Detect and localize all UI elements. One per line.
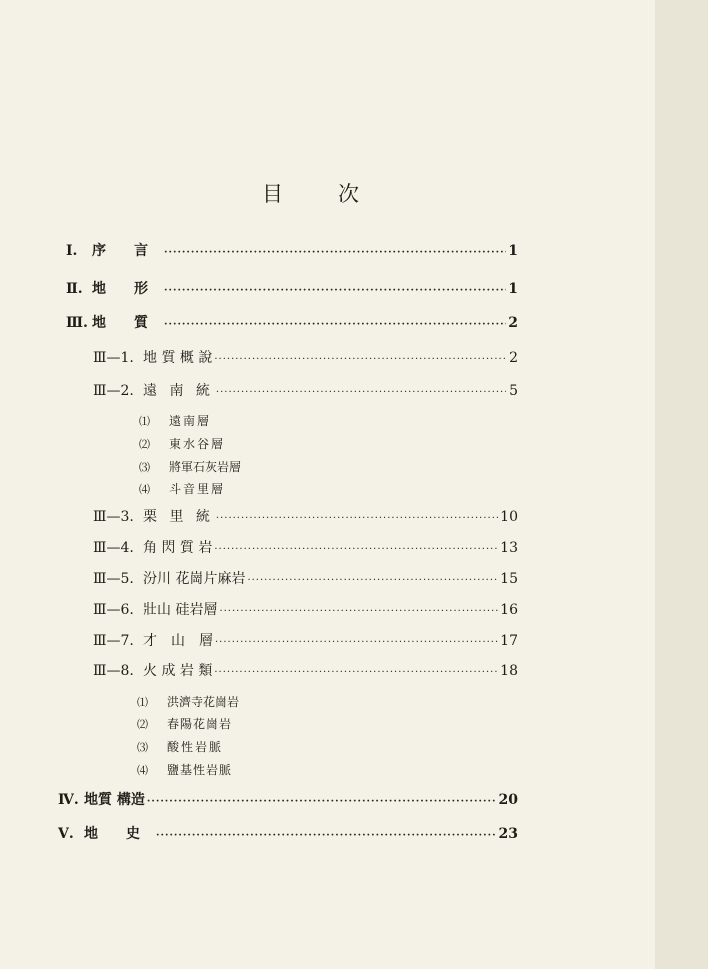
toc-section-1[interactable]	[93, 348, 518, 368]
section-label: 才 山 層	[143, 633, 213, 649]
leader-dots	[216, 509, 498, 529]
page-number: 15	[500, 571, 518, 587]
leader-dots	[215, 633, 498, 653]
section-label: 火 成 岩 類	[143, 663, 213, 679]
page-number: 1	[508, 281, 518, 297]
subsection-number: ⑴	[137, 696, 148, 709]
page-edge	[655, 0, 708, 969]
subsection-number: ⑷	[139, 483, 150, 496]
subsection-label: 東水谷層	[169, 437, 226, 451]
chapter-number: Ⅴ.	[58, 826, 74, 842]
subsection-label: 酸性岩脈	[167, 740, 224, 754]
leader-dots	[214, 350, 506, 370]
toc-section-4[interactable]	[93, 538, 518, 558]
subsection-label: 遠南層	[169, 414, 212, 428]
leader-dots	[214, 663, 498, 683]
toc-subsection[interactable]	[137, 715, 232, 733]
leader-dots	[164, 315, 506, 335]
subsection-number: ⑶	[137, 741, 148, 754]
chapter-label: 地 形	[92, 281, 148, 297]
subsection-label: 斗音里層	[169, 482, 226, 496]
subsection-number: ⑴	[139, 415, 150, 428]
toc-section-3[interactable]	[93, 507, 518, 527]
leader-dots	[219, 602, 498, 622]
leader-dots	[216, 383, 506, 403]
toc-title	[0, 178, 655, 208]
toc-chapter-4[interactable]	[58, 790, 518, 810]
section-label: 地 質 概 說	[143, 350, 213, 366]
section-number: Ⅲ—8.	[93, 663, 134, 679]
toc-subsection[interactable]	[139, 458, 241, 476]
subsection-label: 春陽花崗岩	[167, 717, 233, 731]
toc-chapter-3[interactable]	[66, 313, 518, 333]
subsection-number: ⑵	[139, 438, 150, 451]
toc-section-5[interactable]	[93, 569, 518, 589]
section-number: Ⅲ—2.	[93, 383, 134, 399]
leader-dots	[147, 792, 497, 812]
chapter-label: 地 質	[92, 315, 148, 331]
subsection-number: ⑵	[137, 718, 148, 731]
section-label: 栗 里 統	[143, 509, 214, 525]
chapter-label: 序 言	[92, 243, 148, 259]
page-number: 16	[500, 602, 518, 618]
toc-chapter-5[interactable]	[58, 824, 518, 844]
toc-chapter-1[interactable]	[66, 241, 518, 261]
leader-dots	[164, 281, 506, 301]
toc-subsection[interactable]	[139, 412, 211, 430]
subsection-label: 洪濟寺花崗岩	[167, 695, 240, 709]
toc-subsection[interactable]	[139, 435, 225, 453]
chapter-label: 地質 構造	[84, 792, 145, 808]
toc-subsection[interactable]	[137, 738, 223, 756]
toc-title-char-2: 次	[338, 182, 359, 206]
subsection-number: ⑶	[139, 461, 150, 474]
section-number: Ⅲ—5.	[93, 571, 134, 587]
section-label: 遠 南 統	[143, 383, 214, 399]
section-label: 汾川 花崗片麻岩	[143, 571, 246, 587]
section-number: Ⅲ—4.	[93, 540, 134, 556]
chapter-number: Ⅳ.	[58, 792, 79, 808]
leader-dots	[156, 826, 497, 846]
toc-chapter-2[interactable]	[66, 279, 518, 299]
chapter-number: Ⅱ.	[66, 281, 83, 297]
leader-dots	[214, 540, 498, 560]
page-number: 23	[498, 826, 518, 842]
chapter-number: Ⅰ.	[66, 243, 78, 259]
section-number: Ⅲ—7.	[93, 633, 134, 649]
toc-section-2[interactable]	[93, 381, 518, 401]
chapter-number: Ⅲ.	[66, 315, 88, 331]
page-number: 13	[500, 540, 518, 556]
toc-subsection[interactable]	[137, 693, 239, 711]
toc-title-char-1: 目	[262, 182, 283, 206]
page-number: 17	[500, 633, 518, 649]
section-number: Ⅲ—3.	[93, 509, 134, 525]
leader-dots	[164, 243, 506, 263]
page-number: 18	[500, 663, 518, 679]
toc-section-8[interactable]	[93, 661, 518, 681]
section-number: Ⅲ—1.	[93, 350, 134, 366]
page-number: 2	[508, 315, 518, 331]
subsection-label: 鹽基性岩脈	[167, 763, 233, 777]
toc-section-7[interactable]	[93, 631, 518, 651]
leader-dots	[247, 571, 498, 591]
subsection-number: ⑷	[137, 764, 148, 777]
page-number: 10	[500, 509, 518, 525]
section-number: Ⅲ—6.	[93, 602, 134, 618]
page-number: 20	[498, 792, 518, 808]
toc-section-6[interactable]	[93, 600, 518, 620]
subsection-label: 將軍石灰岩層	[169, 460, 242, 474]
page-number: 1	[508, 243, 518, 259]
page-number: 2	[509, 350, 518, 366]
page-number: 5	[509, 383, 518, 399]
chapter-label: 地 史	[84, 826, 140, 842]
section-label: 角 閃 質 岩	[143, 540, 213, 556]
toc-subsection[interactable]	[137, 761, 232, 779]
section-label: 壯山 硅岩層	[143, 602, 218, 618]
toc-subsection[interactable]	[139, 480, 225, 498]
